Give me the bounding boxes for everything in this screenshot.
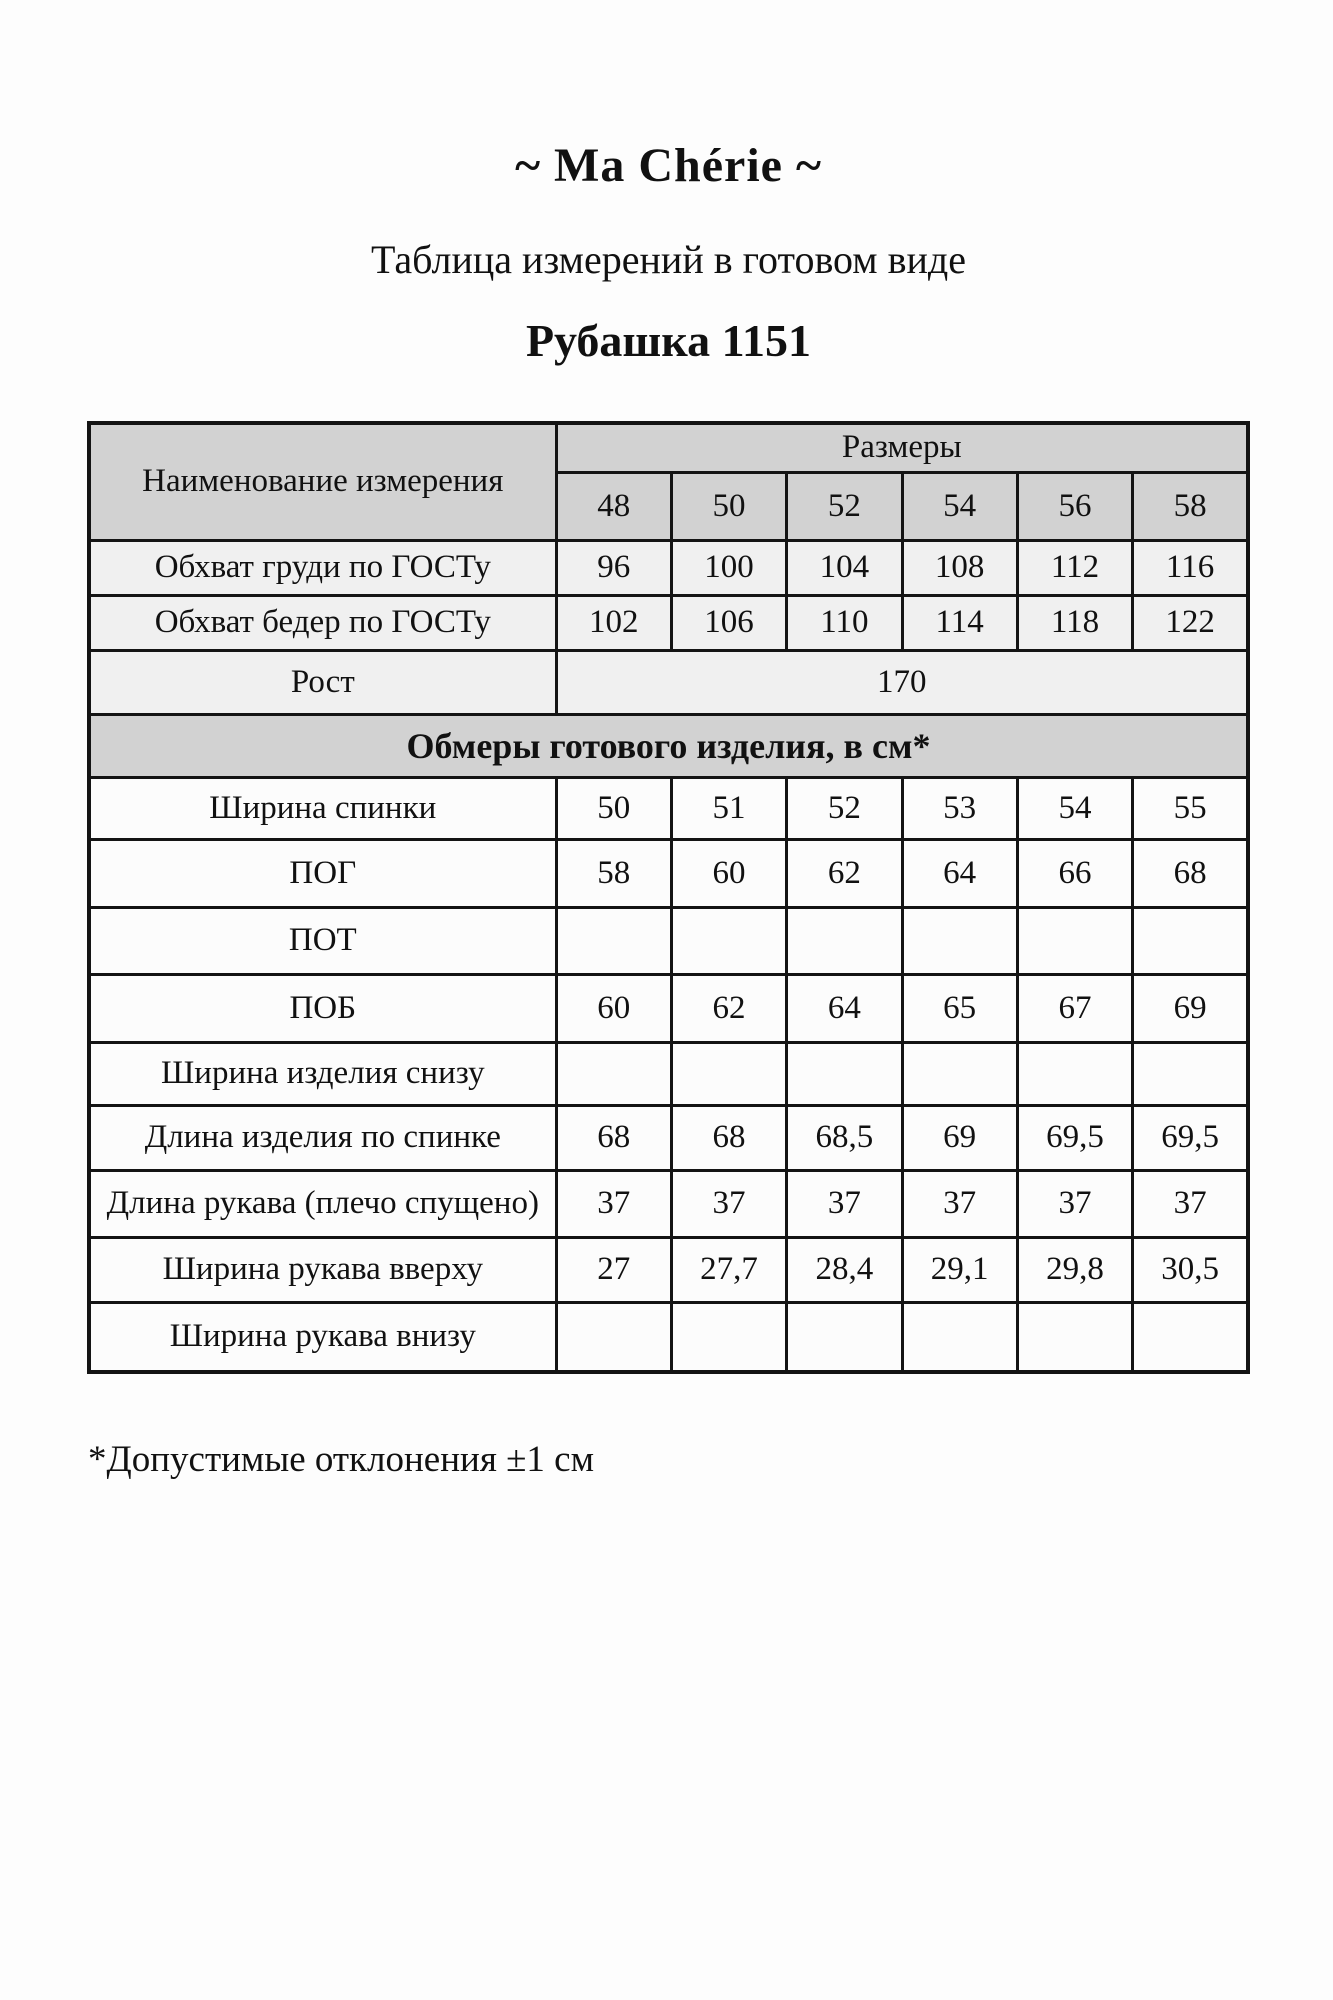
height-value-cell — [556, 650, 1248, 714]
value-cell: 122 — [1133, 595, 1248, 650]
value-cell: 29,8 — [1017, 1237, 1132, 1302]
table-row-chest-gost — [89, 540, 1248, 595]
size-column-58: 58 — [1133, 472, 1248, 540]
value-cell: 54 — [1017, 777, 1132, 839]
row-label: Обхват бедер по ГОСТу — [89, 595, 556, 650]
table-row-bottom-width — [89, 1042, 1248, 1105]
value-cell: 114 — [902, 595, 1017, 650]
value-cell — [787, 1042, 902, 1105]
row-label: Ширина рукава вверху — [89, 1237, 556, 1302]
row-label: Ширина изделия снизу — [89, 1042, 556, 1105]
value-cell — [1017, 1302, 1132, 1372]
value-cell: 27,7 — [671, 1237, 786, 1302]
row-label: ПОБ — [89, 974, 556, 1042]
table-row-pog — [89, 839, 1248, 907]
value-cell: 60 — [556, 974, 671, 1042]
value-cell — [787, 1302, 902, 1372]
value-cell — [556, 1302, 671, 1372]
section-header: Обмеры готового изделия, в см* — [89, 714, 1248, 777]
value-cell: 37 — [902, 1170, 1017, 1237]
value-cell: 96 — [556, 540, 671, 595]
value-cell: 102 — [556, 595, 671, 650]
table-section-header-row — [89, 714, 1248, 777]
value-cell — [1133, 1042, 1248, 1105]
value-cell — [556, 907, 671, 974]
product-title: Рубашка 1151 — [525, 315, 812, 366]
table-row-back-length — [89, 1105, 1248, 1170]
page-subtitle: Таблица измерений в готовом виде — [370, 237, 967, 282]
brand-title: ~ Ma Chérie ~ — [515, 139, 822, 192]
value-cell: 37 — [1017, 1170, 1132, 1237]
value-cell: 110 — [787, 595, 902, 650]
value-cell: 37 — [787, 1170, 902, 1237]
table-row-sleeve-width-top — [89, 1237, 1248, 1302]
row-label: Обхват груди по ГОСТу — [89, 540, 556, 595]
table-row-sleeve-length — [89, 1170, 1248, 1237]
table-row-pob — [89, 974, 1248, 1042]
row-label: Длина изделия по спинке — [89, 1105, 556, 1170]
value-cell: 108 — [902, 540, 1017, 595]
tolerance-footnote: *Допустимые отклонения ±1 см — [88, 1439, 594, 1480]
value-cell: 52 — [787, 777, 902, 839]
value-cell — [902, 1302, 1017, 1372]
value-cell: 112 — [1017, 540, 1132, 595]
value-cell: 37 — [671, 1170, 786, 1237]
row-label: Ширина рукава внизу — [89, 1302, 556, 1372]
value-cell — [1133, 1302, 1248, 1372]
value-cell: 64 — [787, 974, 902, 1042]
value-cell: 50 — [556, 777, 671, 839]
value-cell: 118 — [1017, 595, 1132, 650]
value-cell — [1017, 907, 1132, 974]
row-label: ПОТ — [89, 907, 556, 974]
value-cell: 68 — [556, 1105, 671, 1170]
height-value: 170 — [877, 663, 927, 700]
value-cell — [556, 1042, 671, 1105]
value-cell — [1017, 1042, 1132, 1105]
table-row-sleeve-width-bottom — [89, 1302, 1248, 1372]
value-cell: 64 — [902, 839, 1017, 907]
value-cell: 30,5 — [1133, 1237, 1248, 1302]
value-cell: 116 — [1133, 540, 1248, 595]
value-cell: 66 — [1017, 839, 1132, 907]
value-cell — [902, 1042, 1017, 1105]
value-cell — [671, 1042, 786, 1105]
row-label: Длина рукава (плечо спущено) — [89, 1170, 556, 1237]
value-cell: 62 — [671, 974, 786, 1042]
table-row-height — [89, 650, 1248, 714]
row-label: ПОГ — [89, 839, 556, 907]
row-label: Рост — [89, 650, 556, 714]
value-cell: 69 — [902, 1105, 1017, 1170]
column-header-sizes: Размеры — [556, 423, 1248, 472]
value-cell: 67 — [1017, 974, 1132, 1042]
value-cell: 106 — [671, 595, 786, 650]
value-cell — [1133, 907, 1248, 974]
measurement-table — [87, 421, 1250, 1374]
table-row-back-width — [89, 777, 1248, 839]
value-cell: 62 — [787, 839, 902, 907]
size-column-52: 52 — [787, 472, 902, 540]
value-cell: 68 — [1133, 839, 1248, 907]
value-cell: 28,4 — [787, 1237, 902, 1302]
value-cell: 104 — [787, 540, 902, 595]
value-cell: 58 — [556, 839, 671, 907]
size-column-50: 50 — [671, 472, 786, 540]
table-header-row-sizes-label — [89, 423, 1248, 472]
value-cell: 68,5 — [787, 1105, 902, 1170]
value-cell: 60 — [671, 839, 786, 907]
value-cell: 69 — [1133, 974, 1248, 1042]
value-cell: 69,5 — [1017, 1105, 1132, 1170]
table-row-hips-gost — [89, 595, 1248, 650]
value-cell — [671, 1302, 786, 1372]
value-cell: 55 — [1133, 777, 1248, 839]
value-cell: 65 — [902, 974, 1017, 1042]
value-cell: 37 — [556, 1170, 671, 1237]
size-column-48: 48 — [556, 472, 671, 540]
value-cell: 69,5 — [1133, 1105, 1248, 1170]
value-cell: 51 — [671, 777, 786, 839]
column-header-measurement-name: Наименование измерения — [89, 423, 556, 540]
value-cell — [787, 907, 902, 974]
table-row-pot — [89, 907, 1248, 974]
value-cell: 53 — [902, 777, 1017, 839]
value-cell: 37 — [1133, 1170, 1248, 1237]
value-cell: 100 — [671, 540, 786, 595]
value-cell — [902, 907, 1017, 974]
size-column-56: 56 — [1017, 472, 1132, 540]
value-cell: 29,1 — [902, 1237, 1017, 1302]
size-column-54: 54 — [902, 472, 1017, 540]
value-cell: 27 — [556, 1237, 671, 1302]
value-cell: 68 — [671, 1105, 786, 1170]
value-cell — [671, 907, 786, 974]
row-label: Ширина спинки — [89, 777, 556, 839]
